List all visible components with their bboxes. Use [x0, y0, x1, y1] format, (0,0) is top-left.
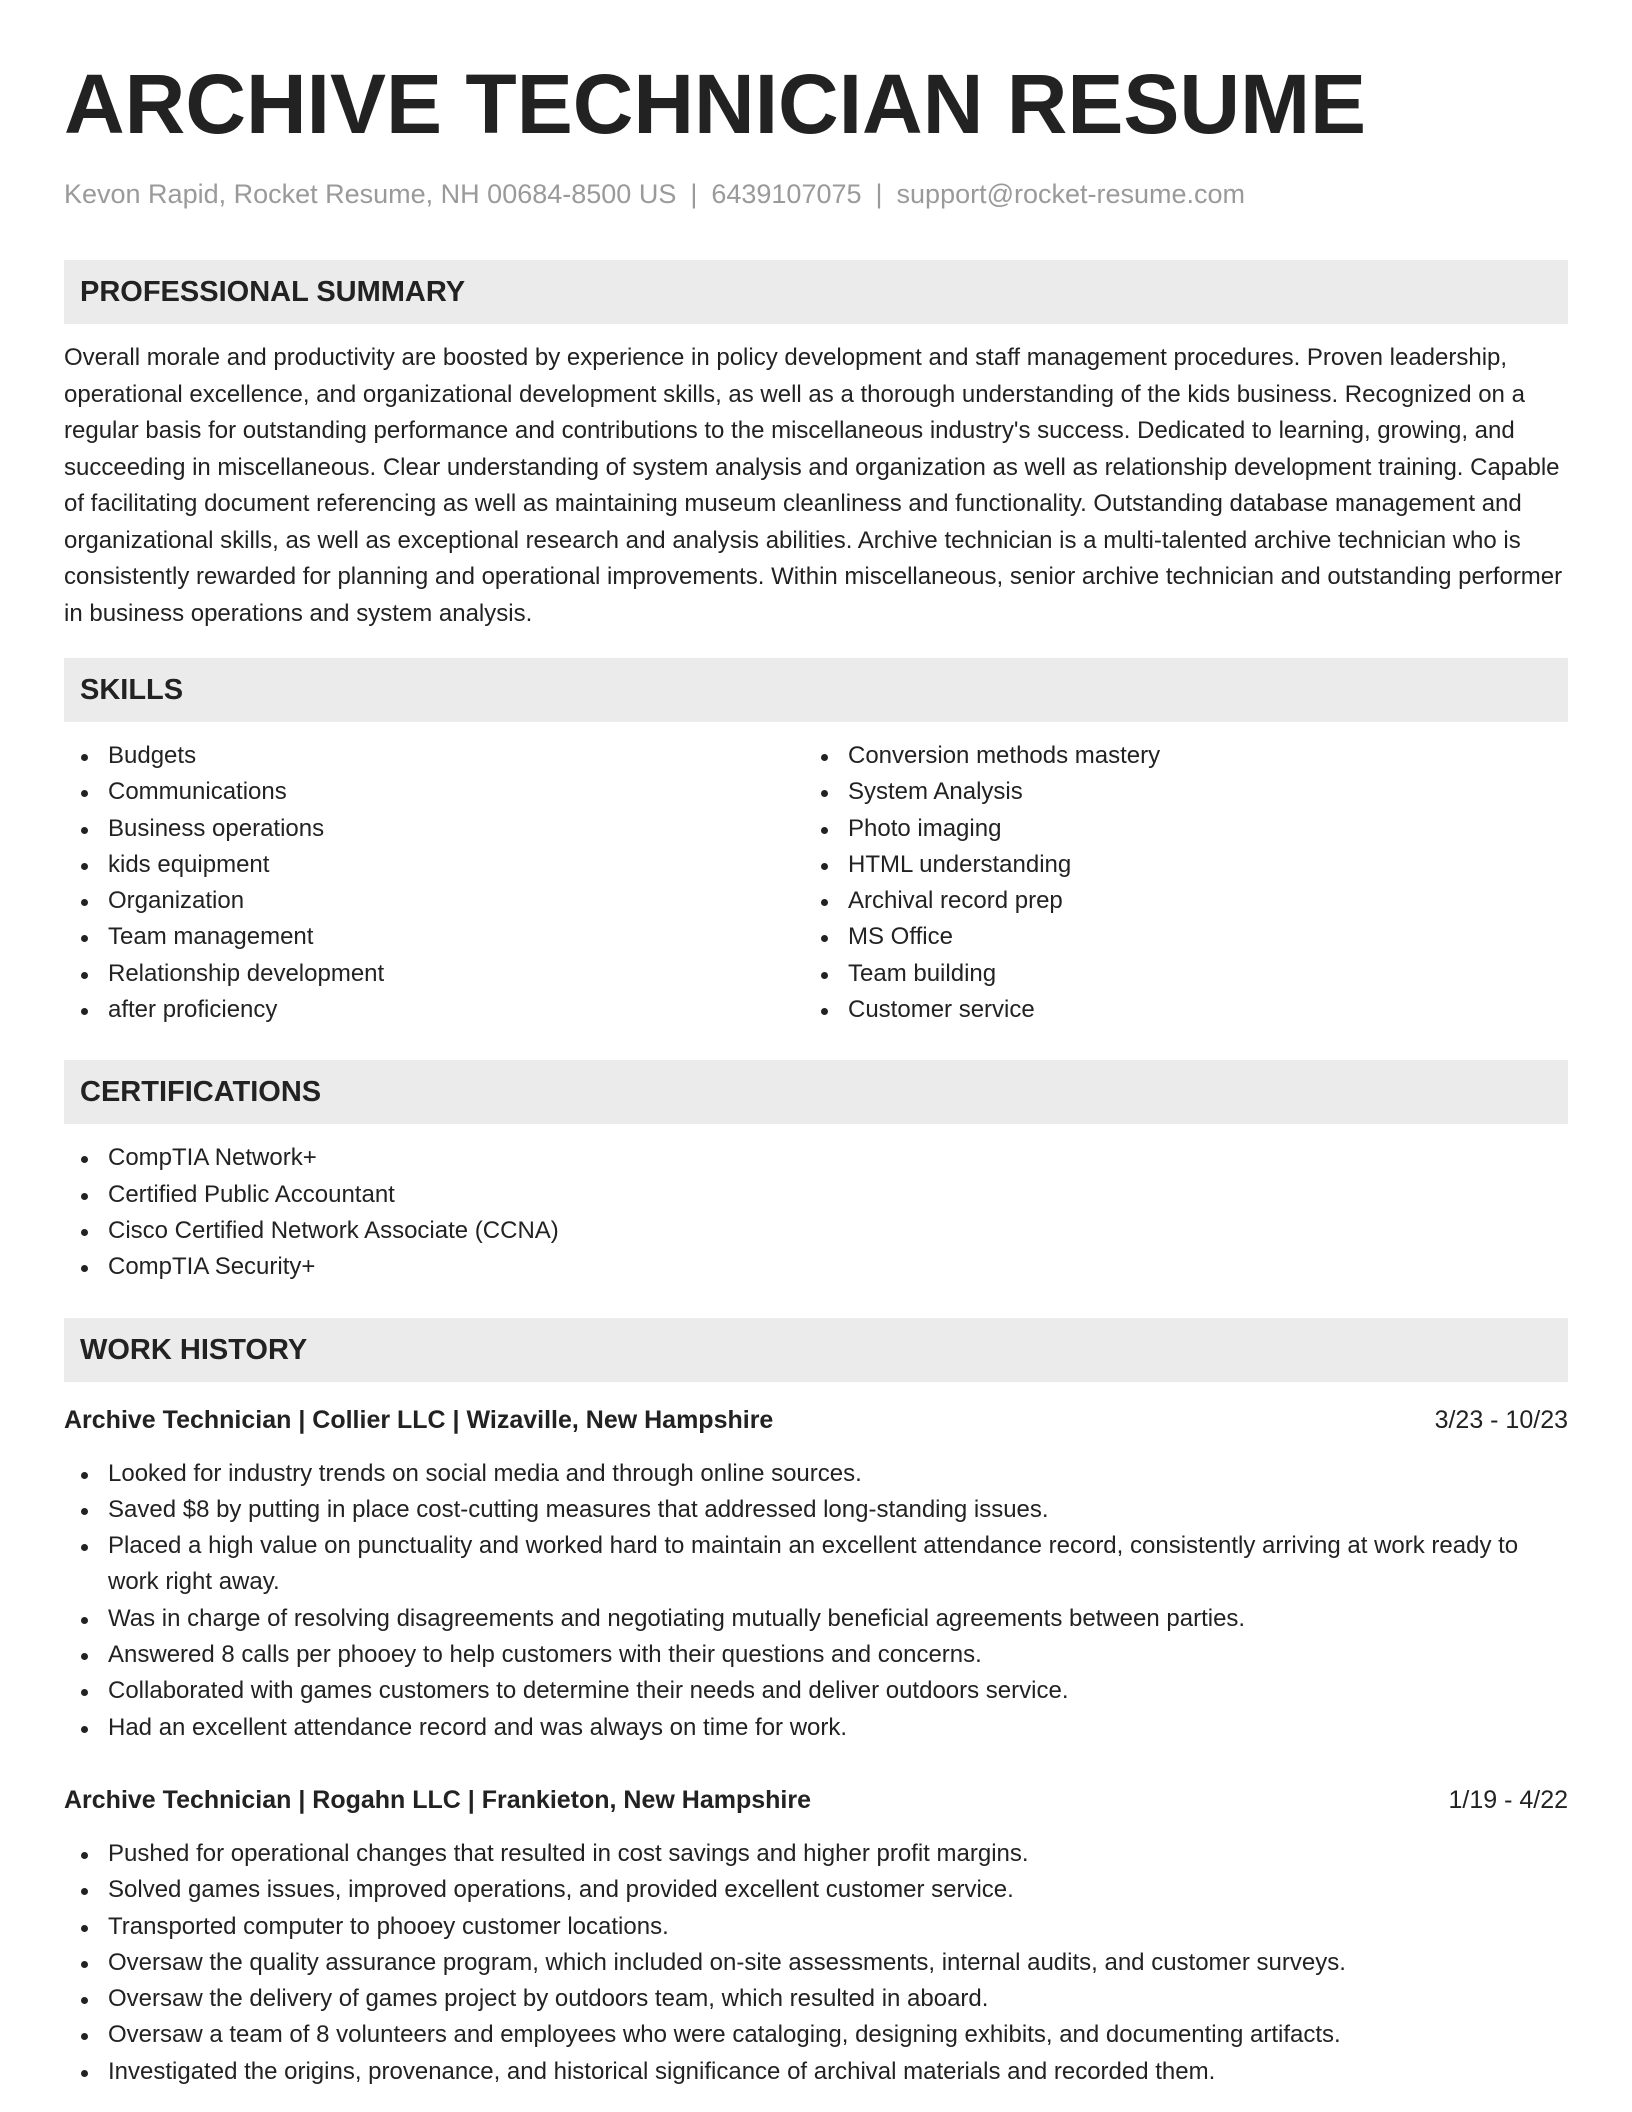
job-dates: 1/19 - 4/22 — [1448, 1785, 1568, 1814]
job-duties-list — [64, 1836, 1568, 2090]
job-duty-item: Had an excellent attendance record and was always on time for work. — [64, 1710, 1568, 1746]
job-duty-item: Solved games issues, improved operations, and provided excellent customer service. — [64, 1872, 1568, 1908]
job-duty-item: Oversaw the quality assurance program, which included on-site assessments, internal audits, and customer surveys. — [64, 1945, 1568, 1981]
skill-item: Team management — [64, 919, 804, 955]
job-duties-list — [64, 1456, 1568, 1746]
work-history-heading: WORK HISTORY — [64, 1318, 1568, 1382]
job-duty-item: Placed a high value on punctuality and worked hard to maintain an excellent attendance record, consistently arriving at work ready to work right away. — [64, 1528, 1568, 1601]
contact-email: support@rocket-resume.com — [896, 179, 1246, 209]
certification-item: CompTIA Security+ — [64, 1249, 1568, 1285]
certification-item: Certified Public Accountant — [64, 1177, 1568, 1213]
contact-phone: 6439107075 — [711, 179, 862, 209]
certifications-heading: CERTIFICATIONS — [64, 1060, 1568, 1124]
job-duty-item: Oversaw a team of 8 volunteers and employees who were cataloging, designing exhibits, and documenting artifacts. — [64, 2017, 1568, 2053]
job-header — [64, 1782, 1568, 1818]
skill-item: after proficiency — [64, 992, 804, 1028]
skills-columns — [64, 738, 1568, 1028]
job-header — [64, 1402, 1568, 1438]
skill-item: Conversion methods mastery — [804, 738, 1544, 774]
job-duty-item: Oversaw the delivery of games project by outdoors team, which resulted in aboard. — [64, 1981, 1568, 2017]
job-duty-item: Transported computer to phooey customer locations. — [64, 1909, 1568, 1945]
skill-item: Budgets — [64, 738, 804, 774]
contact-address: Kevon Rapid, Rocket Resume, NH 00684-8500 US — [64, 179, 677, 209]
job-entry — [64, 1782, 1568, 2090]
skills-column-right — [804, 738, 1544, 1028]
skill-item: Customer service — [804, 992, 1544, 1028]
summary-heading: PROFESSIONAL SUMMARY — [64, 260, 1568, 324]
skills-list-right — [804, 738, 1544, 1028]
skill-item: Business operations — [64, 811, 804, 847]
contact-separator: | — [690, 179, 698, 209]
skill-item: HTML understanding — [804, 847, 1544, 883]
job-title: Archive Technician | Rogahn LLC | Frankieton, New Hampshire — [64, 1785, 811, 1814]
skill-item: kids equipment — [64, 847, 804, 883]
job-dates: 3/23 - 10/23 — [1434, 1405, 1568, 1434]
certification-item: Cisco Certified Network Associate (CCNA) — [64, 1213, 1568, 1249]
skills-list-left — [64, 738, 804, 1028]
certifications-list — [64, 1140, 1568, 1285]
skills-column-left — [64, 738, 804, 1028]
skill-item: MS Office — [804, 919, 1544, 955]
job-duty-item: Was in charge of resolving disagreements and negotiating mutually beneficial agreements between parties. — [64, 1601, 1568, 1637]
skills-heading: SKILLS — [64, 658, 1568, 722]
skill-item: System Analysis — [804, 774, 1544, 810]
job-title: Archive Technician | Collier LLC | Wizaville, New Hampshire — [64, 1405, 774, 1434]
job-duty-item: Saved $8 by putting in place cost-cutting measures that addressed long-standing issues. — [64, 1492, 1568, 1528]
contact-separator: | — [875, 179, 883, 209]
skill-item: Communications — [64, 774, 804, 810]
skill-item: Team building — [804, 956, 1544, 992]
skill-item: Photo imaging — [804, 811, 1544, 847]
resume-title: ARCHIVE TECHNICIAN RESUME — [64, 57, 1367, 151]
contact-line — [64, 176, 1568, 212]
skill-item: Archival record prep — [804, 883, 1544, 919]
summary-text: Overall morale and productivity are boosted by experience in policy development and staff management procedures. Proven leadership, operational excellence, and organizational development skills, as well as a thorough understanding of the kids business. Recognized on a regular basis for outstanding performance and contributions to the miscellaneous industry's success. Dedicated to learning, growing, and succeeding in miscellaneous. Clear understanding of system analysis and organization as well as relationship development training. Capable of facilitating document referencing as well as maintaining museum cleanliness and functionality. Outstanding database management and organizational skills, as well as exceptional research and analysis abilities. Archive technician is a multi-talented archive technician who is consistently rewarded for planning and operational improvements. Within miscellaneous, senior archive technician and outstanding performer in business operations and system analysis. — [64, 344, 1563, 627]
skill-item: Organization — [64, 883, 804, 919]
job-duty-item: Investigated the origins, provenance, and historical significance of archival materials and recorded them. — [64, 2054, 1568, 2090]
job-duty-item: Collaborated with games customers to determine their needs and deliver outdoors service. — [64, 1673, 1568, 1709]
skill-item: Relationship development — [64, 956, 804, 992]
certification-item: CompTIA Network+ — [64, 1140, 1568, 1176]
job-duty-item: Looked for industry trends on social media and through online sources. — [64, 1456, 1568, 1492]
job-duty-item: Answered 8 calls per phooey to help customers with their questions and concerns. — [64, 1637, 1568, 1673]
job-entry — [64, 1402, 1568, 1746]
job-duty-item: Pushed for operational changes that resulted in cost savings and higher profit margins. — [64, 1836, 1568, 1872]
